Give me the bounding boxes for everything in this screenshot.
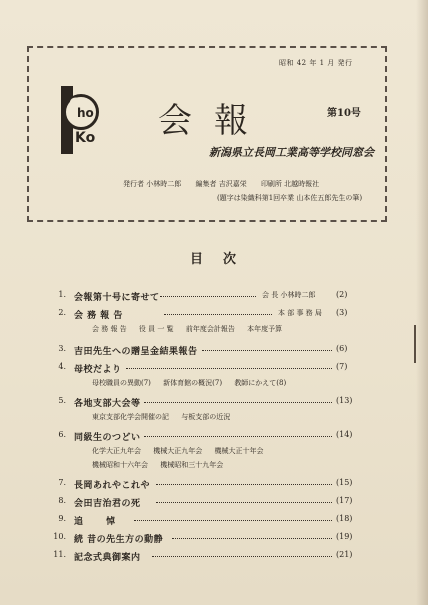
toc-author: 本 部 事 務 局	[278, 309, 322, 317]
toc-item	[52, 496, 352, 510]
toc-page: (15)	[336, 478, 353, 487]
toc-number: 10.	[53, 532, 66, 541]
toc-leader	[160, 296, 256, 297]
toc-item	[52, 290, 352, 304]
toc-subitem: 化学大正九年会	[92, 447, 141, 455]
toc-subitem: 本年度予算	[247, 325, 283, 333]
toc-subitem: 会 務 報 告	[92, 325, 127, 333]
toc-subitem: 新体育館の概況(7)	[163, 379, 223, 387]
toc-item	[52, 550, 352, 564]
credits	[123, 179, 331, 189]
toc-number: 1.	[58, 290, 66, 299]
toc-number: 11.	[53, 550, 66, 559]
toc-leader	[156, 502, 332, 503]
toc-item	[52, 308, 352, 322]
toc-item	[52, 478, 352, 492]
toc-item	[52, 514, 352, 528]
margin-mark	[414, 325, 416, 363]
toc-number: 5.	[58, 396, 66, 405]
toc-title: 会 務 報 告	[74, 311, 123, 321]
toc-number: 6.	[58, 430, 66, 439]
toc-subitems	[92, 324, 292, 334]
toc-title: 会田吉治君の死	[74, 499, 141, 509]
publication-date: 昭和 42 年 1 月 発行	[279, 59, 353, 67]
toc-leader	[152, 556, 332, 557]
toc-title: 母校だより	[74, 365, 122, 375]
toc-subitem: 機械昭和三十九年会	[160, 461, 224, 469]
toc-number: 4.	[58, 362, 66, 371]
toc-subitems	[92, 460, 233, 470]
newsletter-title: 会報	[158, 101, 270, 141]
toc-subitem: 機械大正十年会	[214, 447, 264, 455]
toc-leader	[202, 350, 332, 351]
toc-subitem: 母校職員の異動(7)	[92, 379, 151, 387]
toc-page: (3)	[336, 308, 348, 317]
toc-leader	[134, 520, 332, 521]
toc-item	[52, 532, 352, 546]
toc-leader	[126, 368, 332, 369]
toc-page: (17)	[336, 496, 353, 505]
toc-leader	[144, 436, 332, 437]
toc-page: (6)	[336, 344, 348, 353]
header-frame	[27, 46, 387, 222]
toc-number: 8.	[58, 496, 66, 505]
calligraphy-note: (題字は染織科第1回卒業 山本佐五郎先生の筆)	[217, 194, 363, 202]
toc-title: 同級生のつどい	[74, 433, 141, 443]
choko-logo	[61, 86, 97, 154]
editor: 編集者 吉沢嘉栄	[195, 180, 247, 188]
toc-subitem: 教師にかえて(8)	[234, 379, 287, 387]
toc-subitem: 与板支部の近況	[181, 413, 231, 421]
toc-leader	[172, 538, 332, 539]
logo-letter-c: C	[69, 94, 81, 113]
toc-number: 9.	[58, 514, 66, 523]
toc-title: 追 悼	[74, 517, 126, 527]
toc-item	[52, 430, 352, 444]
toc-page: (2)	[336, 290, 348, 299]
toc-page: (19)	[336, 532, 353, 541]
toc-subitems	[92, 412, 240, 422]
issue-number: 第10号	[327, 108, 361, 119]
toc-page: (21)	[336, 550, 353, 559]
toc-number: 2.	[58, 308, 66, 317]
toc-subitem: 役 員 一 覧	[138, 325, 174, 333]
toc-item	[52, 362, 352, 376]
toc-subitem: 機械昭和十六年会	[92, 461, 148, 469]
publisher: 発行者 小林時二郎	[123, 180, 182, 188]
toc-item	[52, 396, 352, 410]
toc-title: 長岡あれやこれや	[74, 481, 151, 491]
toc-number: 3.	[58, 344, 66, 353]
toc-title: 続 昔の先生方の動静	[74, 535, 164, 545]
toc-subitem: 東京支部化学会開催の記	[92, 413, 169, 421]
toc-page: (7)	[336, 362, 348, 371]
toc-subitem: 機械大正九年会	[153, 447, 203, 455]
toc-page: (13)	[336, 396, 353, 405]
toc-title: 吉田先生への贈呈金結果報告	[74, 347, 198, 357]
toc-title: 記念式典御案内	[74, 553, 141, 563]
toc-author: 会 長 小林時二郎	[262, 291, 316, 299]
page-edge-shadow	[416, 0, 428, 605]
toc-number: 7.	[58, 478, 66, 487]
toc-subitems	[92, 446, 273, 456]
toc-page: (18)	[336, 514, 353, 523]
logo-letters-ko: Ko	[75, 130, 96, 146]
toc-title: 会報第十号に寄せて	[74, 293, 160, 303]
toc-title: 各地支部大会等	[74, 399, 141, 409]
logo-letters-ho: ho	[77, 106, 94, 120]
association-name: 新潟県立長岡工業高等学校同窓会	[209, 146, 374, 159]
toc-leader	[144, 402, 332, 403]
printer: 印刷所 北越時報社	[260, 180, 320, 188]
toc-subitem: 前年度会計報告	[185, 325, 235, 333]
toc-leader	[156, 484, 332, 485]
toc-page: (14)	[336, 430, 353, 439]
toc-heading: 目次	[190, 252, 257, 267]
toc-leader	[164, 314, 272, 315]
toc-item	[52, 344, 352, 358]
toc-subitems	[92, 378, 296, 388]
